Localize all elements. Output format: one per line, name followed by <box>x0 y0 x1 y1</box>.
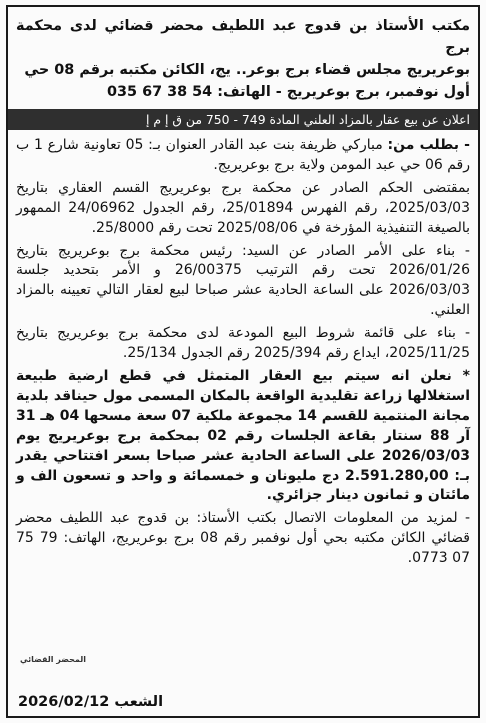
header-line: أول نوفمبر، برج بوعريريج - الهاتف: 54 38 67 035 <box>107 84 470 100</box>
header-line: بوعريريج مجلس قضاء برج بوعر.. يج، الكائن مكتبه برقم 08 حي <box>24 62 470 78</box>
newspaper-name-date: الشعب 2026/02/12 <box>18 694 164 710</box>
paragraph-text: * نعلن انه سيتم بيع العقار المتمثل في قطع ارضية طبيعة استغلالها زراعة تقليدية الواقعة بالمكان المسمى مول حيناقد بلدية مجانة المنتمية للقسم 14 مجموعة ملكية 07 سعة مسحها 04 هـ 31 آر 88 سنتار بقاعة الجلسات رقم 02 بمحكمة برج بوعريريج يوم 2026/03/03 على الساعة الحادية عشر صباحا بسعر افتتاحي يقدر بـ: 2.591.280,00 دج مليونان و خمسمائة و واحد و تسعون الف و مائتان و ثمانون دينار جزائري. <box>16 367 471 504</box>
contact-paragraph <box>16 509 470 569</box>
header-line: مكتب الأستاذ بن قدوج عبد اللطيف محضر قضائي لدى محكمة برج <box>16 18 470 56</box>
requester-paragraph <box>16 136 470 176</box>
sale-announcement-paragraph <box>16 367 470 506</box>
notice-footer <box>18 688 468 712</box>
paragraph-text: - لمزيد من المعلومات الاتصال بكتب الأستاذ: بن قدوج عبد اللطيف محضر قضائي الكائن مكتبه بحي أول نوفمبر رقم 08 برج بوعريريج، الهاتف: 79 75 07 0773. <box>16 510 470 567</box>
paragraph-lead: - بطلب من: <box>387 137 470 153</box>
notice-header <box>16 15 470 103</box>
paragraph-text: مباركي ظريفة بنت عبد القادر العنوان بـ: 05 تعاونية شارع 1 ب رقم 06 حي عبد المومن ولاية برج بوعريريج. <box>16 137 470 173</box>
sale-conditions-paragraph <box>16 324 470 364</box>
paragraph-text: بمقتضى الحكم الصادر عن محكمة برج بوعريريج القسم العقاري بتاريخ 2025/03/03، رقم الفهرس 25/01894، رقم الجدول 24/06962 الممهور بالصيغة التنفيذية المؤرخة في 2025/08/06 تحت رقم 25/8000. <box>16 179 470 236</box>
paragraph-text: - بناء على الأمر الصادر عن السيد: رئيس محكمة برج بوعريريج بتاريخ 2026/01/26 تحت رقم الترتيب 26/00375 و الأمر بتحديد جلسة 2026/03/03 على الساعة الحادية عشر صباحا لبيع لعقار التالي تعيينه بالمزاد العلني. <box>16 242 470 319</box>
notice-title-banner: اعلان عن بيع عقار بالمزاد العلني المادة 749 - 750 من ق إ م إ <box>8 109 478 130</box>
bailiff-signature: المحضر القضائي <box>20 655 87 664</box>
court-order-paragraph <box>16 242 470 322</box>
legal-notice-frame <box>6 5 480 718</box>
paragraph-text: - بناء على قائمة شروط البيع المودعة لدى محكمة برج بوعريريج بتاريخ 2025/11/25، ايداع رقم 2025/394 رقم الجدول 25/134. <box>16 325 470 362</box>
judgment-paragraph <box>16 179 470 239</box>
